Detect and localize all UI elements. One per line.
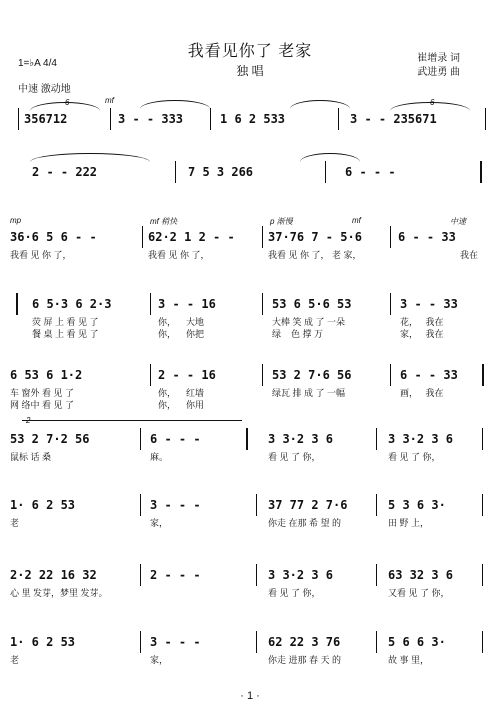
measure: 3 - - 333	[118, 112, 184, 126]
tempo-change-mark: 中速	[450, 217, 466, 226]
measure: 3 - - 16	[158, 297, 216, 311]
measure: 3 - - -	[150, 635, 201, 649]
measure: 2·2 22 16 32	[10, 568, 97, 582]
dynamic-mark: mf 稍快	[150, 217, 178, 226]
measure: 3 3·2 3 6	[388, 432, 454, 446]
page-number: · 1 ·	[240, 690, 260, 702]
dynamic-mark: mp	[10, 216, 22, 225]
measure: 53 6 5·6 53	[272, 297, 352, 311]
lyricist-credit: 崔增录 词	[417, 53, 460, 64]
measure: 6 - - 33	[400, 368, 458, 382]
measure: 5 3 6 3·	[388, 498, 446, 512]
measure: 62·2 1 2 - -	[148, 230, 235, 244]
measure: 1 6 2 533	[220, 112, 286, 126]
key-signature: 1=♭A 4/4	[18, 58, 57, 69]
dynamic-mark: mf	[105, 96, 114, 105]
credits	[417, 52, 460, 80]
measure: 6 - - -	[345, 165, 396, 179]
tuplet-mark: 6	[65, 98, 70, 107]
composer-credit: 武进勇 曲	[417, 67, 460, 78]
measure: 5 6 6 3·	[388, 635, 446, 649]
measure: 6 53 6 1·2	[10, 368, 83, 382]
measure: 37 77 2 7·6	[268, 498, 348, 512]
measure: 1· 6 2 53	[10, 635, 76, 649]
measure: 6 - - -	[150, 432, 201, 446]
measure: 37·76 7 - 5·6	[268, 230, 362, 244]
measure: 2 - - 222	[32, 165, 98, 179]
measure: 6 - - 33	[398, 230, 456, 244]
measure: 1· 6 2 53	[10, 498, 76, 512]
measure: 63 32 3 6	[388, 568, 454, 582]
measure: 3 3·2 3 6	[268, 568, 334, 582]
measure: 62 22 3 76	[268, 635, 341, 649]
measure: 53 2 7·6 56	[272, 368, 352, 382]
tempo-marking: 中速 激动地	[18, 84, 71, 95]
measure: 53 2 7·2 56	[10, 432, 90, 446]
measure: 2 - - -	[150, 568, 201, 582]
measure: 3 - - 235671	[350, 112, 437, 126]
tuplet-mark: 6	[430, 98, 435, 107]
measure: 2 - - 16	[158, 368, 216, 382]
measure: 3 - - 33	[400, 297, 458, 311]
dynamic-mark: p 渐慢	[270, 217, 293, 226]
song-title: 我看见你了 老家	[187, 43, 313, 60]
measure: 36·6 5 6 - -	[10, 230, 97, 244]
measure: 3 3·2 3 6	[268, 432, 334, 446]
measure: 7 5 3 266	[188, 165, 254, 179]
measure: 356712	[24, 112, 68, 126]
measure: 6 5·3 6 2·3	[32, 297, 112, 311]
measure: 3 - - -	[150, 498, 201, 512]
dynamic-mark: mf	[352, 216, 361, 225]
song-subtitle: 独 唱	[236, 64, 264, 78]
